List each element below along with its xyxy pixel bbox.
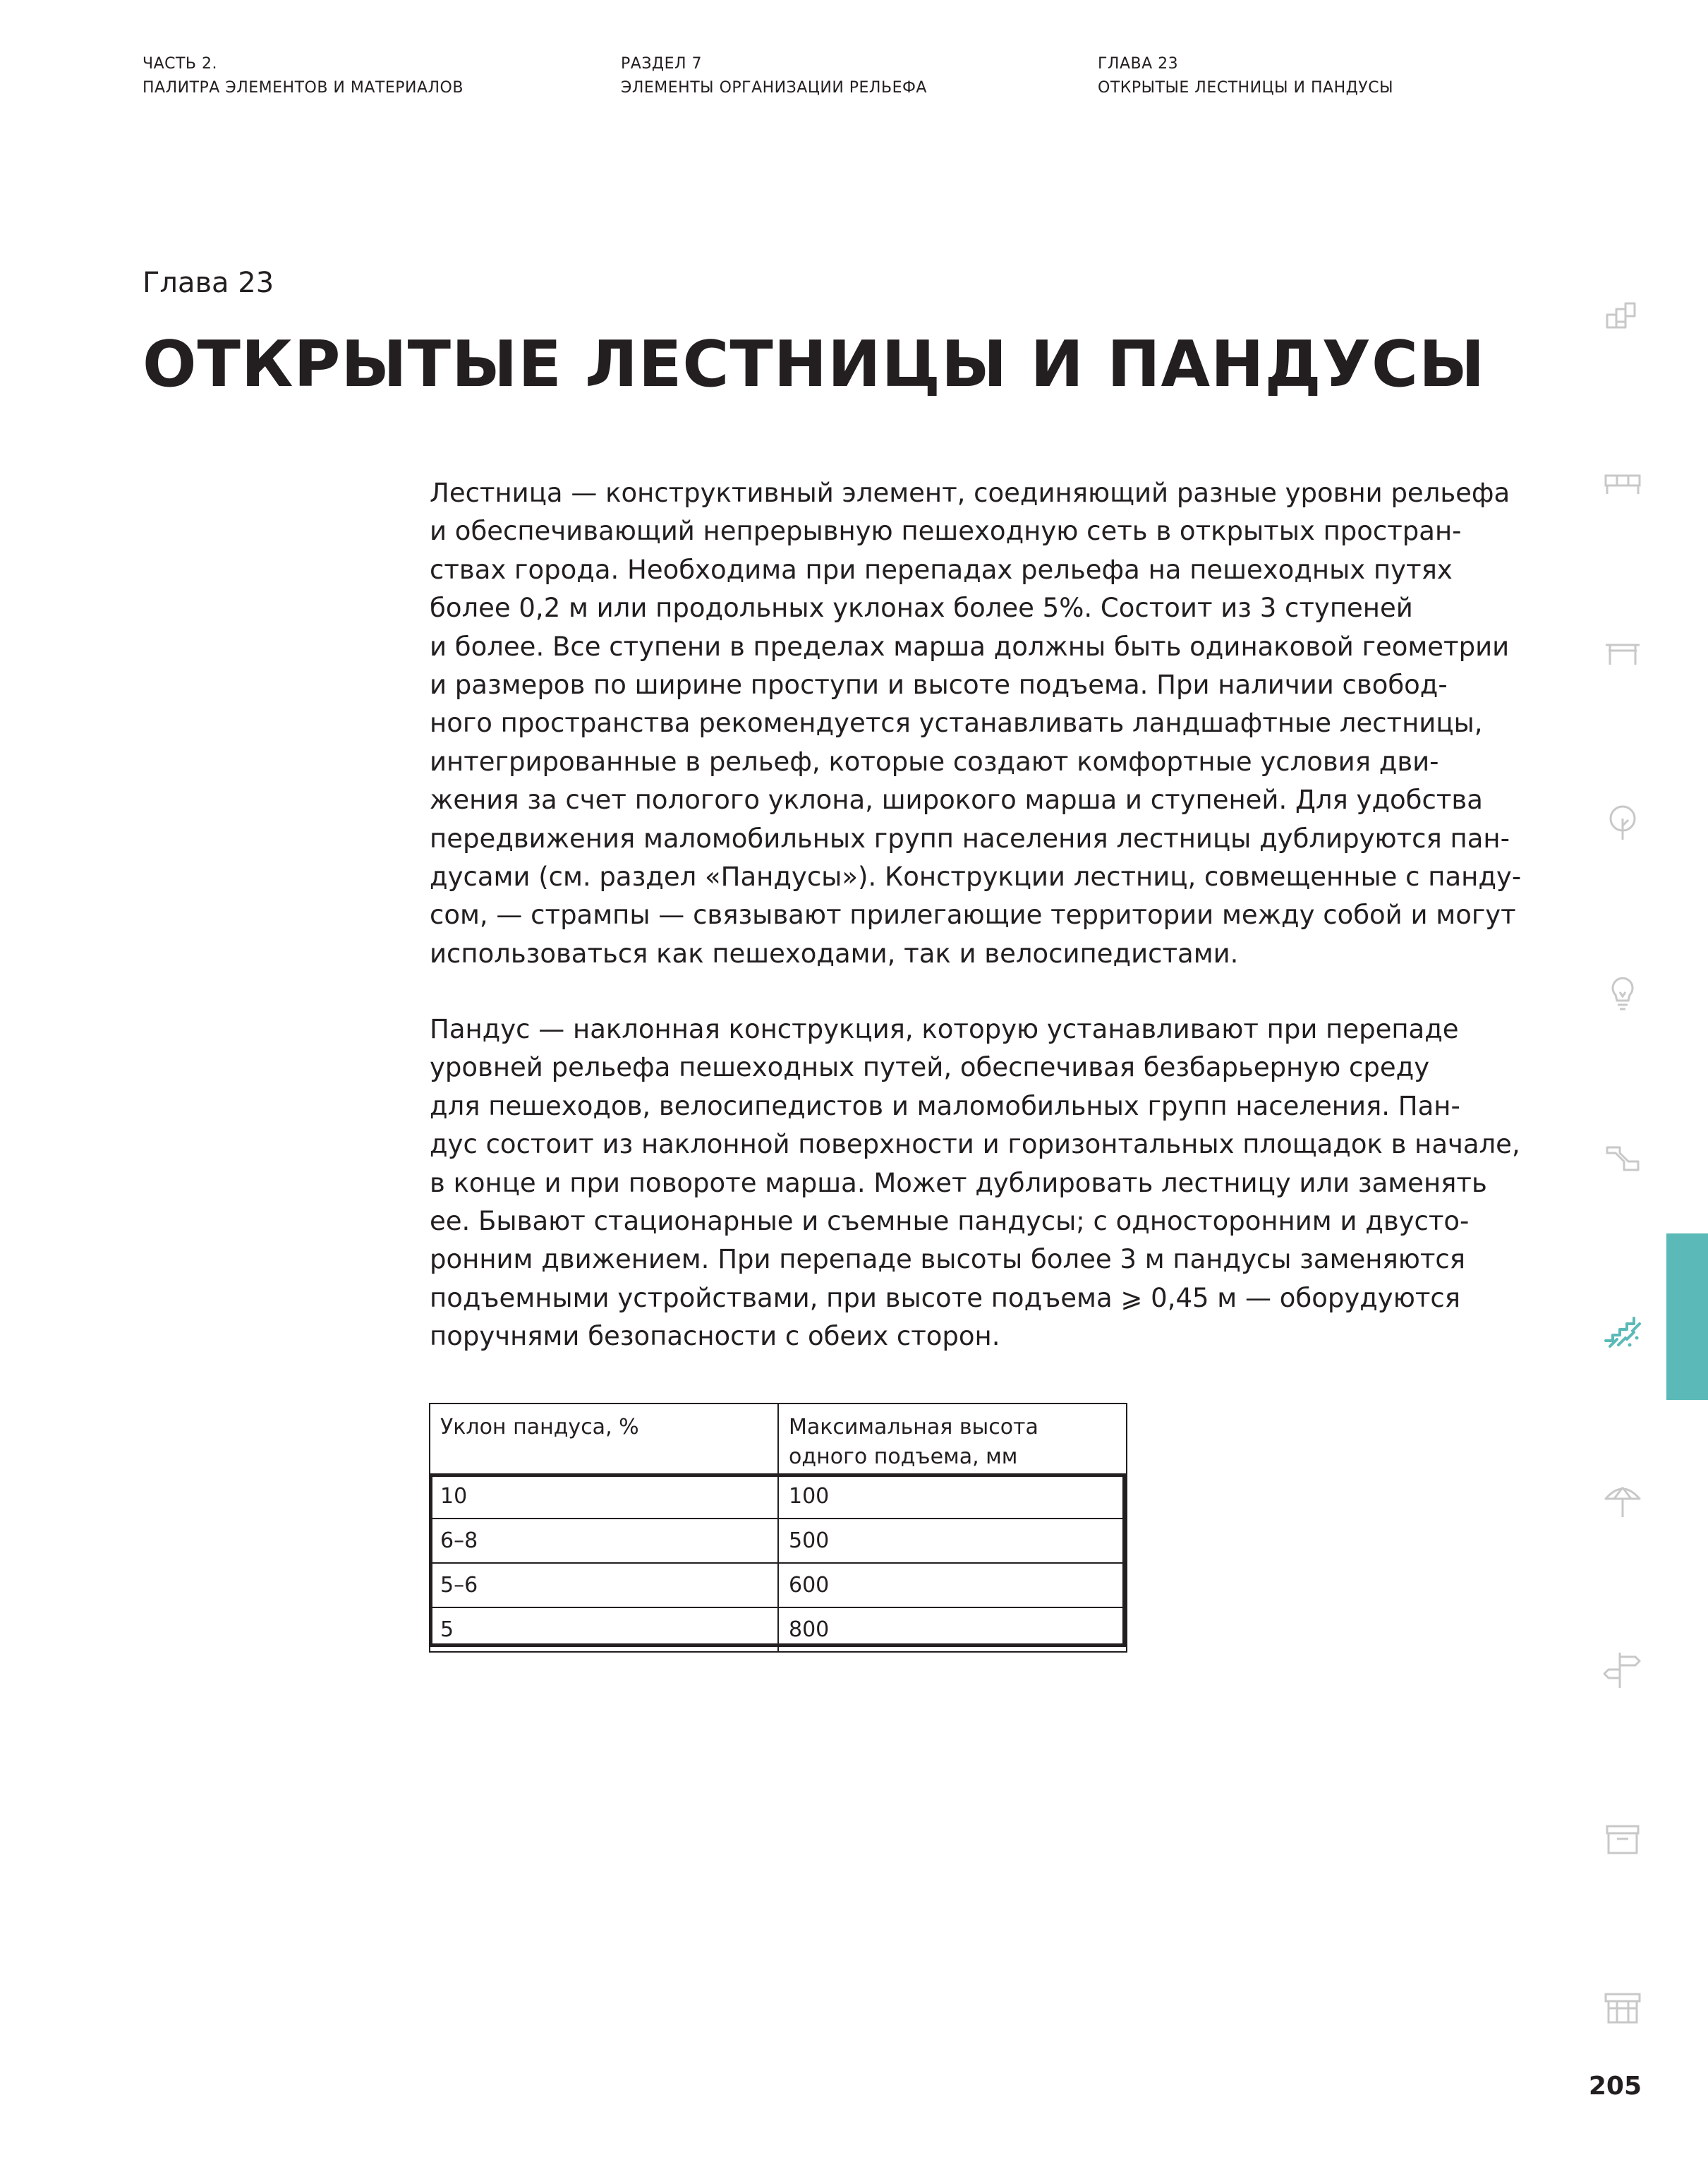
paragraph-line: Лестница — конструктивный элемент, соединяющий разные уровни рельефа bbox=[430, 478, 1510, 508]
paragraph-line: и размеров по ширине проступи и высоте подъема. При наличии свобод- bbox=[430, 670, 1448, 701]
paragraph-line: сом, — стрампы — связывают прилегающие территории между собой и могут bbox=[430, 900, 1516, 931]
bench-icon[interactable] bbox=[1601, 463, 1644, 505]
paragraph-line: дус состоит из наклонной поверхности и горизонтальных площадок в начале, bbox=[430, 1129, 1520, 1160]
paragraph-line: и обеспечивающий непрерывную пешеходную сеть в открытых простран- bbox=[430, 516, 1462, 547]
paragraph-line: подъемными устройствами, при высоте подъема ⩾ 0,45 м — оборудуются bbox=[430, 1282, 1460, 1313]
table-header-cell bbox=[778, 1404, 1127, 1474]
table-row bbox=[430, 1607, 1127, 1652]
paragraph-line: поручнями безопасности с обеих сторон. bbox=[430, 1321, 1000, 1352]
ramp-slope-table bbox=[429, 1403, 1127, 1653]
paragraph-stairs bbox=[430, 474, 1558, 973]
table-row bbox=[430, 1474, 1127, 1519]
paragraph-line: для пешеходов, велосипедистов и маломобильных групп населения. Пан- bbox=[430, 1090, 1460, 1121]
running-head-line: ЭЛЕМЕНТЫ ОРГАНИЗАЦИИ РЕЛЬЕФА bbox=[621, 79, 927, 97]
running-head-line: РАЗДЕЛ 7 bbox=[621, 55, 703, 73]
running-head-line: ОТКРЫТЫЕ ЛЕСТНИЦЫ И ПАНДУСЫ bbox=[1098, 79, 1393, 97]
running-head-line: ЧАСТЬ 2. bbox=[143, 55, 218, 73]
paragraph-line: ронним движением. При перепаде высоты более 3 м пандусы заменяются bbox=[430, 1244, 1466, 1275]
table-header-line: одного подъема, мм bbox=[789, 1444, 1018, 1469]
active-section-tab[interactable] bbox=[1666, 1233, 1708, 1400]
paragraph-line: жения за счет пологого уклона, широкого марша и ступеней. Для удобства bbox=[430, 785, 1483, 816]
lightbulb-icon[interactable] bbox=[1601, 971, 1644, 1013]
table-cell: 6–8 bbox=[430, 1519, 778, 1563]
table-cell: 100 bbox=[778, 1474, 1127, 1519]
chapter-label: Глава 23 bbox=[143, 267, 274, 299]
table-cell: 10 bbox=[430, 1474, 778, 1519]
paragraph-line: ного пространства рекомендуется устанавливать ландшафтные лестницы, bbox=[430, 708, 1483, 739]
paragraph-line: уровней рельефа пешеходных путей, обеспечивая безбарьерную среду bbox=[430, 1052, 1430, 1083]
tree-icon[interactable] bbox=[1601, 802, 1644, 844]
table-header-row bbox=[430, 1404, 1127, 1474]
page-number: 205 bbox=[1588, 2072, 1642, 2101]
paragraph-line: ствах города. Необходима при перепадах рельефа на пешеходных путях bbox=[430, 554, 1453, 585]
table-header-cell bbox=[430, 1404, 778, 1474]
paragraph-line: дусами (см. раздел «Пандусы»). Конструкции лестниц, совмещенные с панду- bbox=[430, 862, 1522, 893]
table-cell: 800 bbox=[778, 1607, 1127, 1652]
paragraph-line: интегрированные в рельеф, которые создают комфортные условия дви- bbox=[430, 746, 1439, 777]
stairs-icon[interactable] bbox=[1601, 1310, 1644, 1352]
paragraph-line: более 0,2 м или продольных уклонах более 5%. Состоит из 3 ступеней bbox=[430, 593, 1413, 624]
pipe-icon[interactable] bbox=[1601, 1140, 1644, 1183]
umbrella-icon[interactable] bbox=[1601, 1479, 1644, 1521]
table-cell: 5–6 bbox=[430, 1563, 778, 1607]
running-head-section bbox=[621, 52, 927, 100]
paragraph-line: использоваться как пешеходами, так и велосипедистами. bbox=[430, 938, 1239, 969]
paragraph-line: ее. Бывают стационарные и съемные пандусы; с односторонним и двусто- bbox=[430, 1206, 1470, 1237]
table-header-line: Уклон пандуса, % bbox=[440, 1415, 639, 1439]
signpost-icon[interactable] bbox=[1601, 1648, 1644, 1691]
paragraph-line: и более. Все ступени в пределах марша должны быть одинаковой геометрии bbox=[430, 631, 1510, 662]
table-row bbox=[430, 1519, 1127, 1563]
paragraph-ramps bbox=[430, 1010, 1558, 1356]
kiosk-icon[interactable] bbox=[1601, 1987, 1644, 2029]
table-row bbox=[430, 1563, 1127, 1607]
table-cell: 600 bbox=[778, 1563, 1127, 1607]
running-head-line: ПАЛИТРА ЭЛЕМЕНТОВ И МАТЕРИАЛОВ bbox=[143, 79, 464, 97]
table-header-line: Максимальная высота bbox=[789, 1415, 1038, 1439]
box-icon[interactable] bbox=[1601, 1818, 1644, 1860]
table-icon[interactable] bbox=[1601, 632, 1644, 675]
cubes-icon[interactable] bbox=[1601, 296, 1644, 339]
running-head-part bbox=[143, 52, 464, 100]
running-head-line: ГЛАВА 23 bbox=[1098, 55, 1179, 73]
paragraph-line: передвижения маломобильных групп населения лестницы дублируются пан- bbox=[430, 823, 1510, 854]
chapter-title: ОТКРЫТЫЕ ЛЕСТНИЦЫ И ПАНДУСЫ bbox=[143, 327, 1486, 402]
paragraph-line: Пандус — наклонная конструкция, которую устанавливают при перепаде bbox=[430, 1014, 1459, 1044]
table-cell: 500 bbox=[778, 1519, 1127, 1563]
table-cell: 5 bbox=[430, 1607, 778, 1652]
paragraph-line: в конце и при повороте марша. Может дублировать лестницу или заменять bbox=[430, 1167, 1487, 1198]
running-head-chapter bbox=[1098, 52, 1393, 100]
